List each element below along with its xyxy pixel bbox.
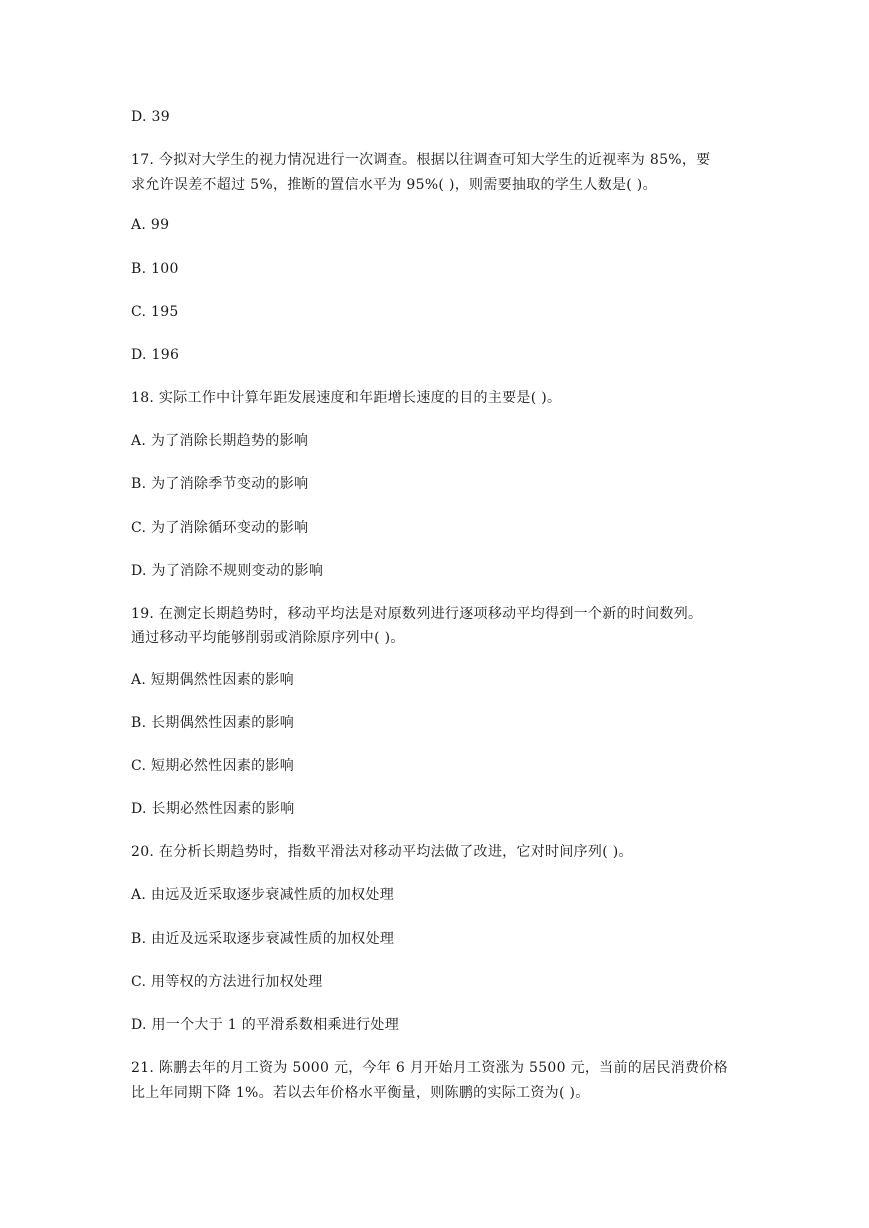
q20-option-d: D. 用一个大于 1 的平滑系数相乘进行处理 bbox=[131, 1017, 400, 1033]
q21-stem-line2: 比上年同期下降 1%。若以去年价格水平衡量，则陈鹏的实际工资为( )。 bbox=[131, 1085, 590, 1101]
q18-option-a: A. 为了消除长期趋势的影响 bbox=[131, 433, 309, 449]
q20-option-a: A. 由远及近采取逐步衰减性质的加权处理 bbox=[131, 887, 395, 903]
q19-option-b: B. 长期偶然性因素的影响 bbox=[131, 715, 295, 731]
q17-stem-line1: 17. 今拟对大学生的视力情况进行一次调查。根据以往调查可知大学生的近视率为 85%，要 bbox=[131, 152, 711, 168]
q16-option-d: D. 39 bbox=[131, 109, 170, 125]
q20-option-b: B. 由近及远采取逐步衰减性质的加权处理 bbox=[131, 931, 395, 947]
q21-stem-line1: 21. 陈鹏去年的月工资为 5000 元，今年 6 月开始月工资涨为 5500 元，当前的居民消费价格 bbox=[131, 1060, 728, 1076]
q19-option-a: A. 短期偶然性因素的影响 bbox=[131, 672, 294, 688]
q19-option-c: C. 短期必然性因素的影响 bbox=[131, 758, 295, 774]
q20-stem-line1: 20. 在分析长期趋势时，指数平滑法对移动平均法做了改进，它对时间序列( )。 bbox=[131, 844, 633, 860]
q19-option-d: D. 长期必然性因素的影响 bbox=[131, 801, 295, 817]
q17-stem-line2: 求允许误差不超过 5%，推断的置信水平为 95%( )，则需要抽取的学生人数是( )。 bbox=[131, 177, 657, 193]
q18-option-c: C. 为了消除循环变动的影响 bbox=[131, 520, 309, 536]
q20-option-c: C. 用等权的方法进行加权处理 bbox=[131, 974, 323, 990]
q19-stem-line2: 通过移动平均能够削弱或消除原序列中( )。 bbox=[131, 630, 405, 646]
q17-option-d: D. 196 bbox=[131, 347, 180, 363]
q17-option-b: B. 100 bbox=[131, 261, 179, 277]
q17-option-a: A. 99 bbox=[131, 217, 170, 233]
q19-stem-line1: 19. 在测定长期趋势时，移动平均法是对原数列进行逐项移动平均得到一个新的时间数列。 bbox=[131, 606, 703, 622]
q18-option-d: D. 为了消除不规则变动的影响 bbox=[131, 563, 324, 579]
q18-option-b: B. 为了消除季节变动的影响 bbox=[131, 476, 309, 492]
q18-stem-line1: 18. 实际工作中计算年距发展速度和年距增长速度的目的主要是( )。 bbox=[131, 390, 562, 406]
q17-option-c: C. 195 bbox=[131, 304, 179, 320]
